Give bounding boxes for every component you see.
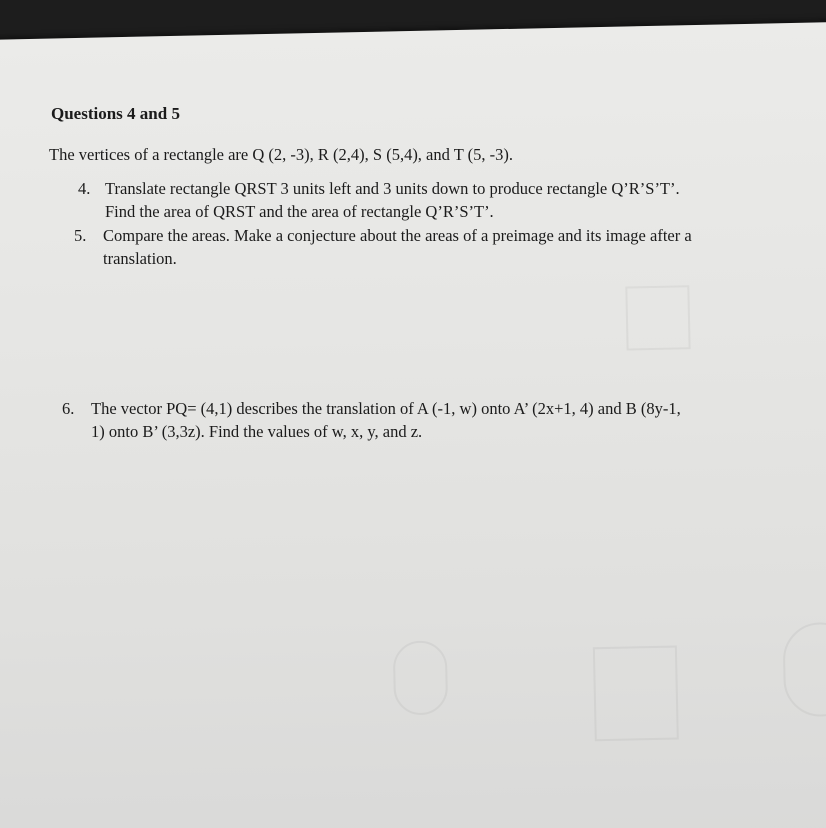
question-number: 4. xyxy=(78,179,91,198)
question-line: Find the area of QRST and the area of rectangle Q’R’S’T’. xyxy=(105,202,494,221)
question-text xyxy=(91,397,811,443)
section-heading: Questions 4 and 5 xyxy=(51,104,180,123)
question-line: translation. xyxy=(103,249,177,268)
question-number: 5. xyxy=(74,226,87,245)
question-line: Translate rectangle QRST 3 units left and 3 units down to produce rectangle Q’R’S’T’. xyxy=(105,179,680,198)
intro-text: The vertices of a rectangle are Q (2, -3), R (2,4), S (5,4), and T (5, -3). xyxy=(49,145,513,164)
question-line: 1) onto B’ (3,3z). Find the values of w, x, y, and z. xyxy=(91,422,423,441)
question-line: Compare the areas. Make a conjecture about the areas of a preimage and its image after a xyxy=(103,226,692,245)
question-line: The vector PQ= (4,1) describes the translation of A (-1, w) onto A’ (2x+1, 4) and B (8y-1, xyxy=(91,399,681,418)
question-text xyxy=(105,177,795,223)
question-number: 6. xyxy=(62,399,75,418)
question-text xyxy=(103,224,803,270)
